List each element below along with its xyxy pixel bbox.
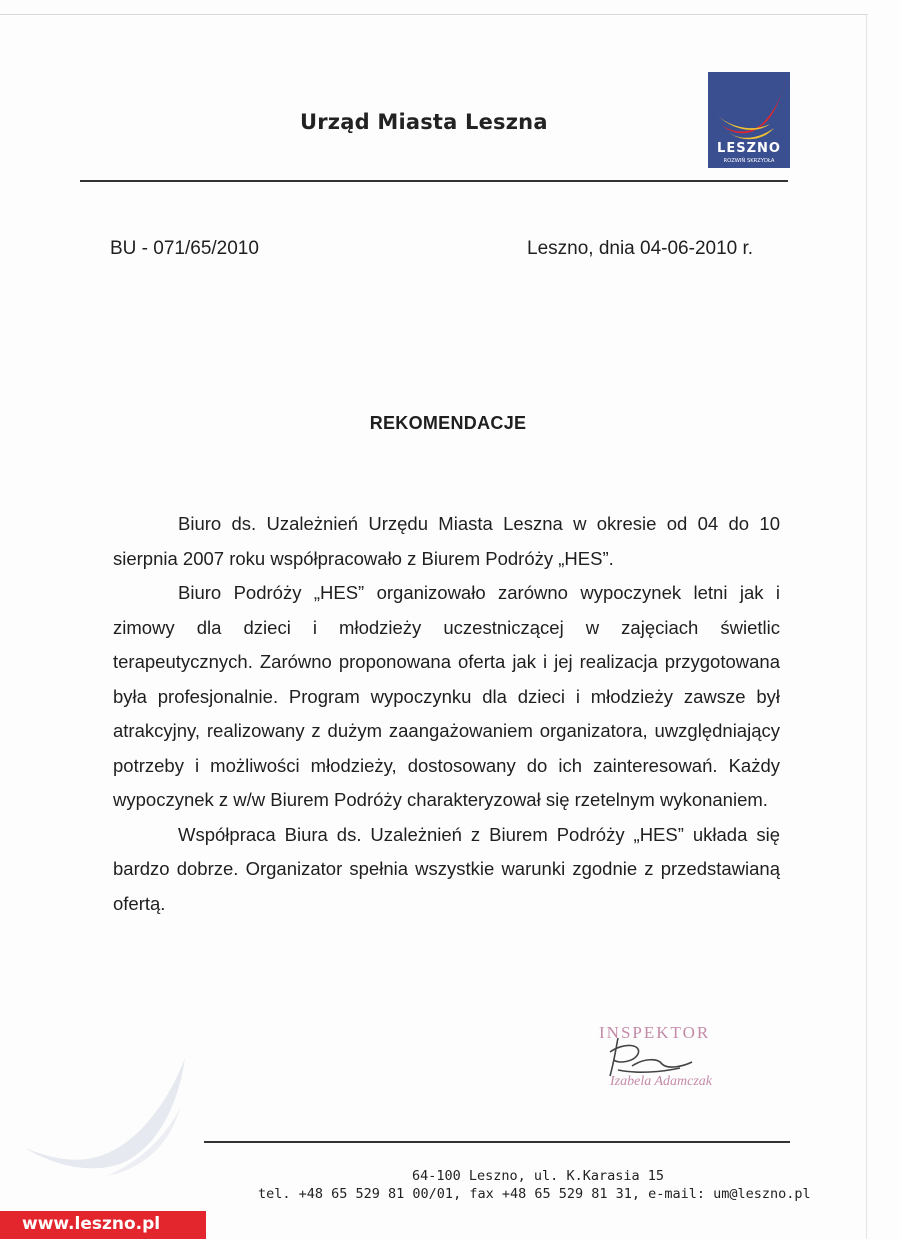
office-name: Urząd Miasta Leszna (300, 110, 548, 134)
paragraph-2: Biuro Podróży „HES” organizowało zarówno wypoczynek letni jak i zimowy dla dzieci i młodzieży uczestniczącej w zajęciach świetlic terapeutycznych. Zarówno proponowana oferta jak i jej realizacja przygotowana była profesjonalnie. Program wypoczynku dla dzieci i młodzieży zawsze był atrakcyjny, realizowany z dużym zaangażowaniem organizatora, uwzględniający potrzeby i możliwości młodzieży, dostosowany do ich zainteresowań. Każdy wypoczynek z w/w Biurem Podróży charakteryzował się rzetelnym wykonaniem. (113, 582, 780, 810)
stamp-title: INSPEKTOR (599, 1023, 711, 1042)
footer-address: 64-100 Leszno, ul. K.Karasia 15 (412, 1168, 664, 1184)
scan-edge-top (0, 14, 868, 15)
document-title-text: REKOMENDACJE (369, 413, 527, 433)
document-title (0, 413, 900, 434)
place-date: Leszno, dnia 04-06-2010 r. (527, 238, 754, 259)
header-divider (80, 180, 788, 182)
leszno-logo (708, 72, 790, 168)
footer-contact: tel. +48 65 529 81 00/01, fax +48 65 529 81 31, e-mail: um@leszno.pl (258, 1186, 811, 1202)
paragraph-3: Współpraca Biura ds. Uzależnień z Biurem Podróży „HES” układa się bardzo dobrze. Organizator spełnia wszystkie warunki zgodnie z przedstawianą ofertą. (113, 823, 780, 914)
logo-slogan: ROZWIŃ SKRZYDŁA (723, 158, 775, 164)
website-badge[interactable] (0, 1211, 206, 1239)
swoosh-watermark (20, 1058, 200, 1188)
letter-body (113, 507, 780, 921)
paragraph-1: Biuro ds. Uzależnień Urzędu Miasta Leszna w okresie od 04 do 10 sierpnia 2007 roku współpracowało z Biurem Podróży „HES”. (113, 513, 780, 569)
footer-divider (204, 1141, 790, 1143)
handwritten-signature (588, 1018, 748, 1098)
stamp-name: Izabela Adamczak (610, 1074, 712, 1089)
logo-word: LESZNO (717, 141, 781, 156)
reference-number: BU - 071/65/2010 (110, 238, 259, 259)
website-link[interactable]: www.leszno.pl (22, 1214, 161, 1234)
signature-stamp (588, 1018, 748, 1098)
scan-edge-right (866, 14, 867, 1239)
